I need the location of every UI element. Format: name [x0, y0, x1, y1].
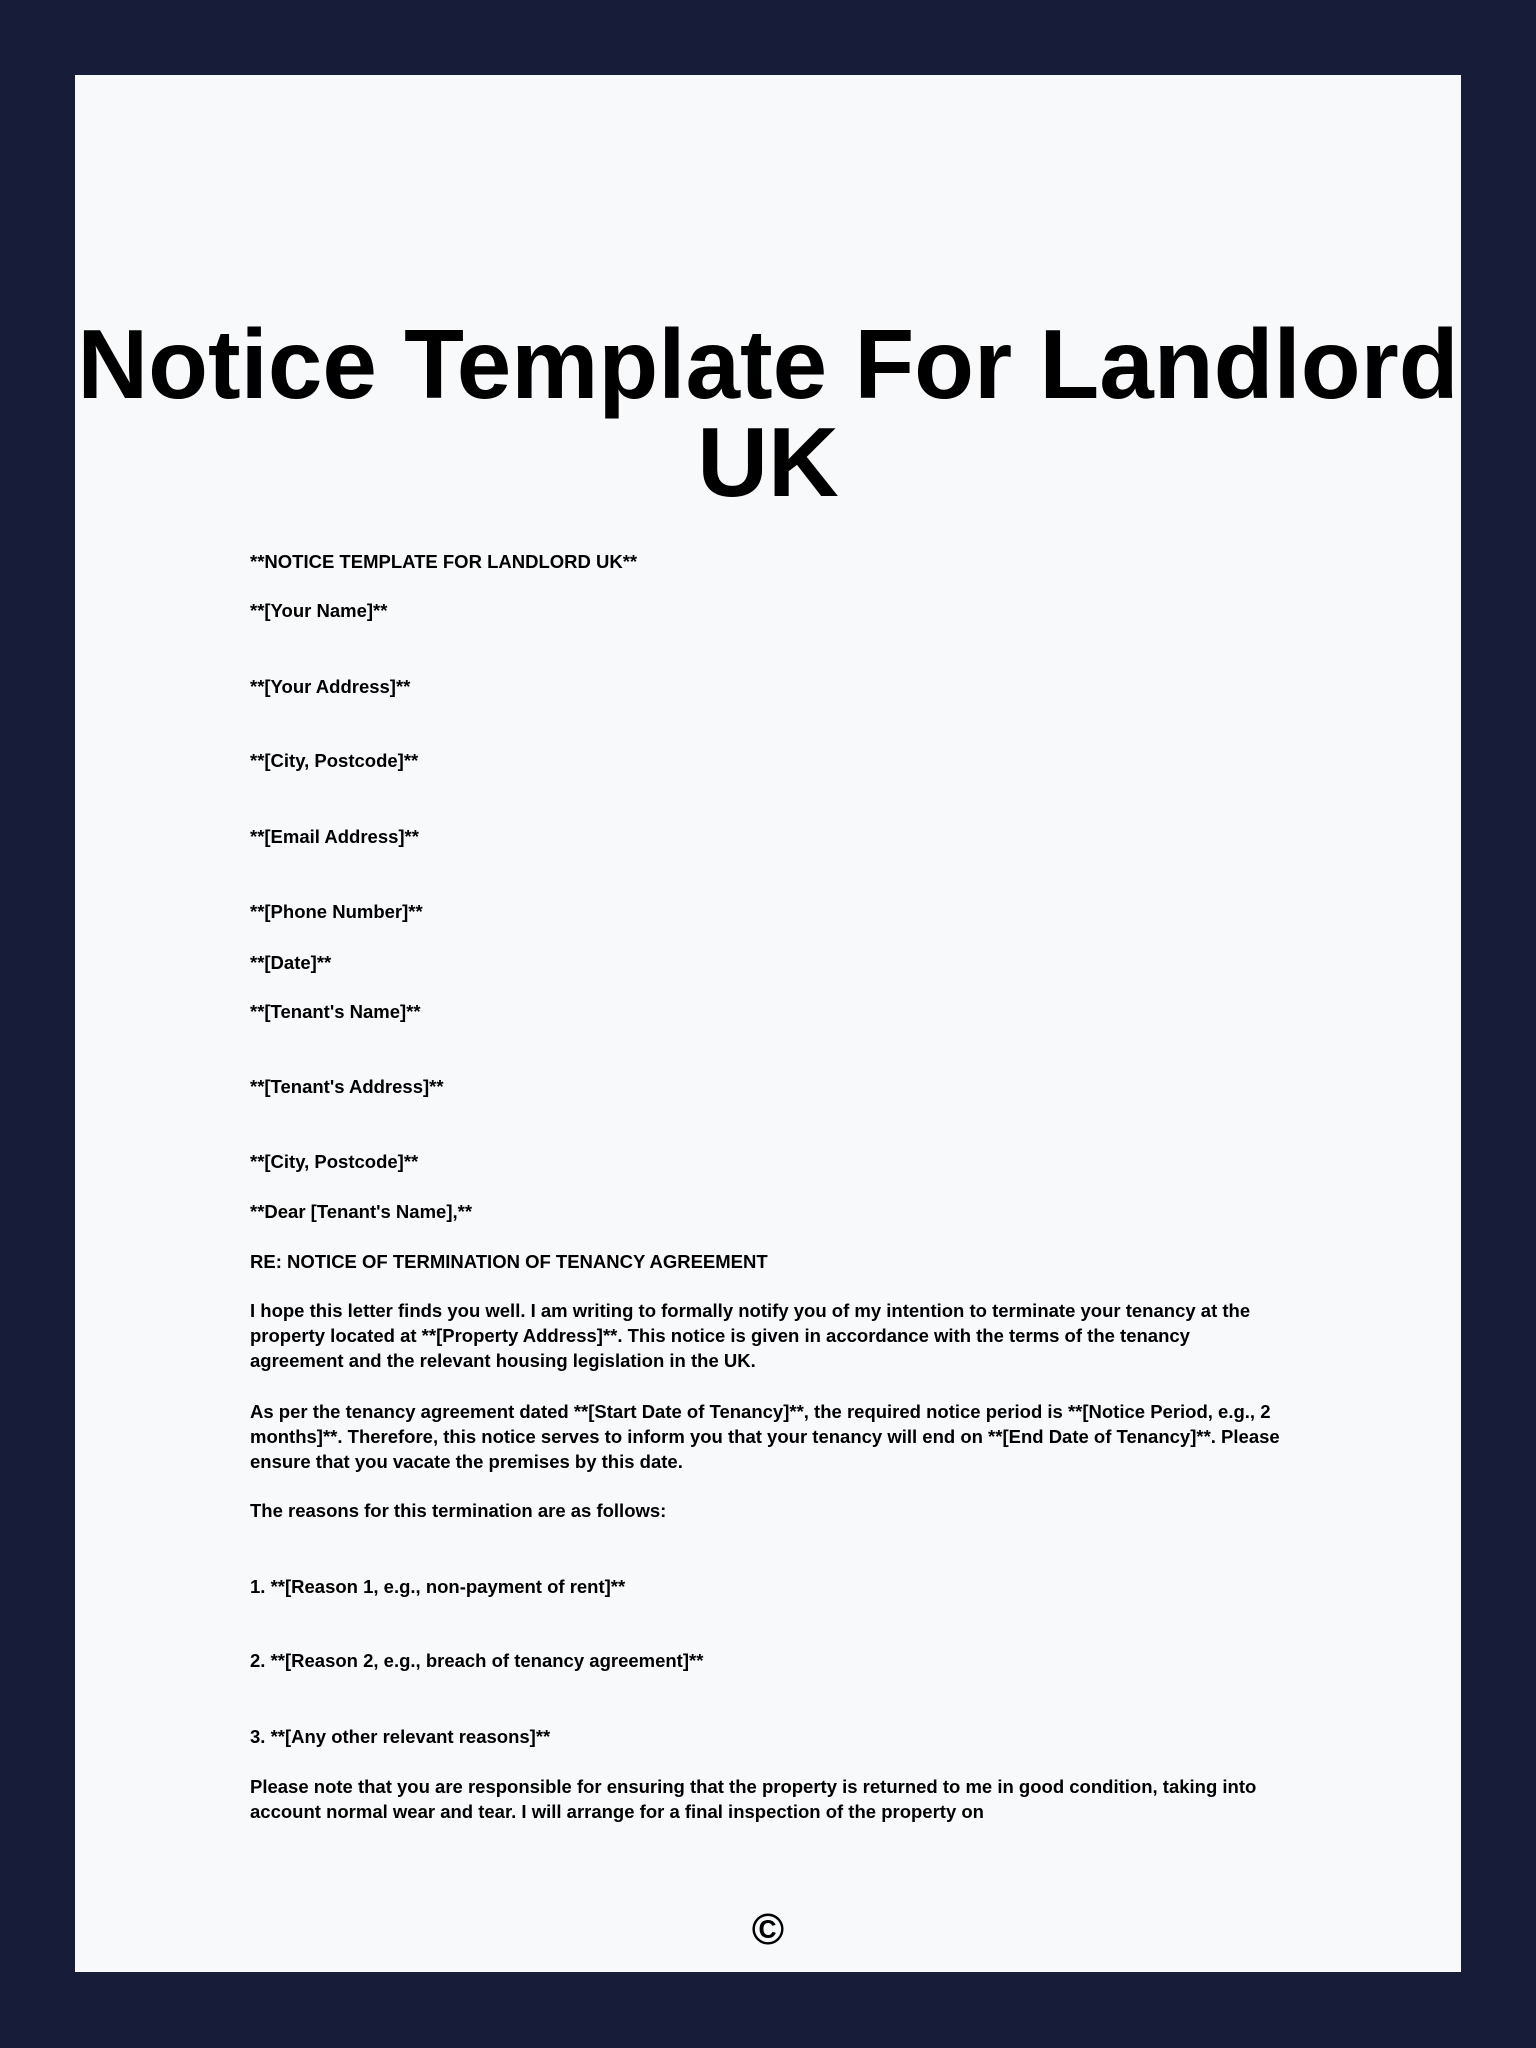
- letter-date: **[Date]**: [250, 952, 332, 973]
- sender-address: **[Your Address]**: [250, 676, 411, 697]
- sender-name: **[Your Name]**: [250, 600, 388, 621]
- salutation: **Dear [Tenant's Name],**: [250, 1201, 473, 1222]
- paragraph-condition: Please note that you are responsible for ensuring that the property is returned to me in good condition, taking into account normal wear and tear. I will arrange for a final inspection of the property on: [250, 1776, 1257, 1822]
- document-title: Notice Template For Landlord UK: [77, 309, 1459, 517]
- tenant-address: **[Tenant's Address]**: [250, 1076, 444, 1097]
- subject-line: RE: NOTICE OF TERMINATION OF TENANCY AGREEMENT: [250, 1251, 768, 1272]
- document-page: [75, 75, 1461, 1972]
- reason-3: 3. **[Any other relevant reasons]**: [250, 1726, 551, 1747]
- paragraph-intro: I hope this letter finds you well. I am writing to formally notify you of my intention to terminate your tenancy at the property located at **[Property Address]**. This notice is given in accordance with the terms of the tenancy agreement and the relevant housing legislation in the UK.: [250, 1300, 1251, 1371]
- tenant-city: **[City, Postcode]**: [250, 1151, 419, 1172]
- tenant-name: **[Tenant's Name]**: [250, 1001, 421, 1022]
- sender-phone: **[Phone Number]**: [250, 901, 423, 922]
- sender-email: **[Email Address]**: [250, 826, 419, 847]
- reasons-heading: The reasons for this termination are as follows:: [250, 1500, 667, 1521]
- letter-heading: **NOTICE TEMPLATE FOR LANDLORD UK**: [250, 551, 638, 572]
- sender-city: **[City, Postcode]**: [250, 750, 419, 771]
- paragraph-notice-period: As per the tenancy agreement dated **[Start Date of Tenancy]**, the required notice period is **[Notice Period, e.g., 2 months]**. Therefore, this notice serves to inform you that your tenancy will end on **[End Date of Tenancy]**. Please ensure that you vacate the premises by this date.: [250, 1401, 1280, 1472]
- reason-2: 2. **[Reason 2, e.g., breach of tenancy agreement]**: [250, 1650, 704, 1671]
- copyright-icon: ©: [751, 1905, 785, 1954]
- reason-1: 1. **[Reason 1, e.g., non-payment of rent]**: [250, 1576, 626, 1597]
